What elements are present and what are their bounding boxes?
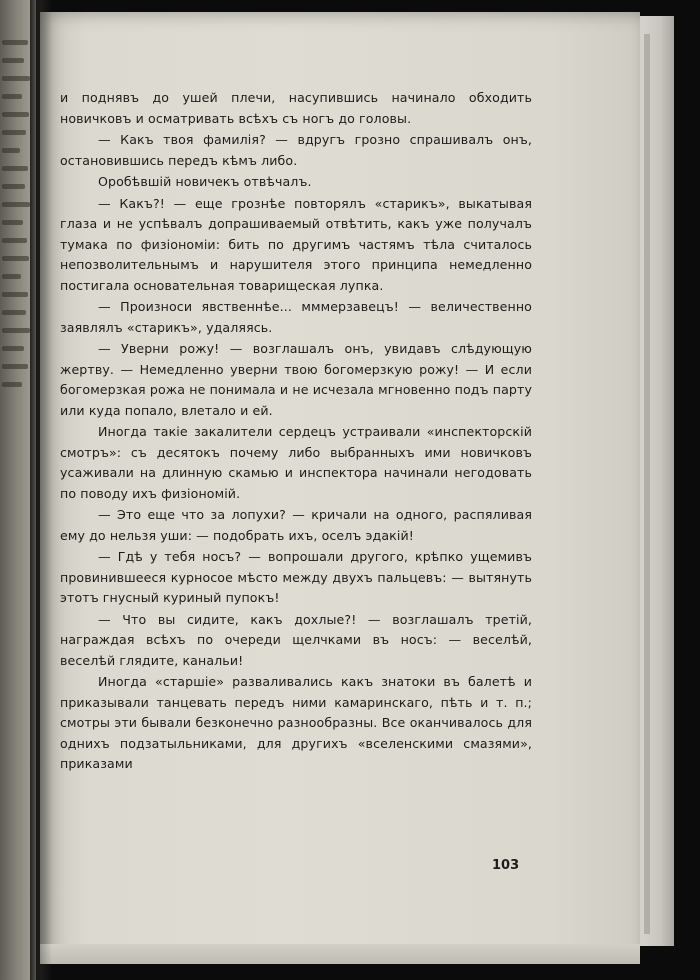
text-mark <box>2 310 26 315</box>
book-cover-spine-line <box>644 34 650 934</box>
page-number: 103 <box>492 858 520 873</box>
text-mark <box>2 328 30 333</box>
paragraph: — Гдѣ у тебя носъ? — вопрошали другого, крѣпко ущемивъ провинившееся курносое мѣсто между двухъ пальцевъ: — вытянуть этотъ гнусный куриный пупокъ! <box>60 549 532 605</box>
paragraph: — Какъ твоя фамилія? — вдругъ грозно спрашивалъ онъ, остановившись передъ кѣмъ либо. <box>60 132 532 168</box>
text-mark <box>2 166 28 171</box>
text-mark <box>2 94 22 99</box>
paragraph: — Произноси явственнѣе... мммерзавецъ! — величественно заявлялъ «старикъ», удаляясь. <box>60 299 532 335</box>
text-mark <box>2 274 21 279</box>
paragraph: Иногда такіе закалители сердецъ устраивали «инспекторскій смотръ»: съ десятокъ почему либо выбранныхъ ими новичковъ усаживали на длинную скамью и инспектора начинали негодовать по поводу ихъ физіономій. <box>60 424 532 501</box>
text-mark <box>2 202 30 207</box>
paragraph: — Уверни рожу! — возглашалъ онъ, увидавъ слѣдующую жертву. — Немедленно уверни твою богомерзкую рожу! — И если богомерзкая рожа не понимала и не исчезала мгновенно подъ парту или куда попало, влетало и ей. <box>60 341 532 418</box>
text-mark <box>2 256 29 261</box>
text-mark <box>2 238 27 243</box>
text-mark <box>2 184 25 189</box>
page-gutter-shadow <box>30 0 52 980</box>
paragraph: — Что вы сидите, какъ дохлые?! — возглашалъ третій, награждая всѣхъ по очереди щелчками въ носъ: — веселѣй, веселѣй глядите, канальи! <box>60 611 532 668</box>
text-mark <box>2 112 29 117</box>
paragraph: — Это еще что за лопухи? — кричали на одного, распяливая ему до нельзя уши: — подобрать ихъ, оселъ эдакій! <box>60 507 532 543</box>
text-mark <box>2 382 22 387</box>
page-bottom-edge <box>40 944 640 964</box>
text-mark <box>2 346 24 351</box>
paragraph: и поднявъ до ушей плечи, насупившись начинало обходить новичковъ и осматривать всѣхъ съ ногъ до головы. <box>60 90 532 126</box>
text-mark <box>2 364 28 369</box>
paragraph: — Какъ?! — еще грознѣе повторялъ «старикъ», выкатывая глаза и не успѣвалъ допрашиваемый отвѣтить, какъ уже получалъ тумака по физіономіи: бить по другимъ частямъ тѣла считалось непозволительнымъ и нарушителя этого принципа немедленно постигала основательная товарищеская лупка. <box>60 195 532 293</box>
text-mark <box>2 58 24 63</box>
paragraph: Оробѣвшій новичекъ отвѣчалъ. <box>98 174 312 189</box>
text-mark <box>2 130 26 135</box>
text-mark <box>2 40 28 45</box>
paragraph: Иногда «старшіе» разваливались какъ знатоки въ балетѣ и приказывали танцевать передъ ними камаринскаго, пѣть и т. п.; смотры эти бывали безконечно разнообразны. Все оканчивалось для однихъ подзатыльниками, для другихъ «вселенскими смазями», приказами <box>60 674 532 771</box>
text-mark <box>2 292 28 297</box>
text-mark <box>2 220 23 225</box>
page-text <box>60 88 532 776</box>
text-mark <box>2 76 30 81</box>
left-page-text-marks <box>2 40 32 400</box>
text-mark <box>2 148 20 153</box>
